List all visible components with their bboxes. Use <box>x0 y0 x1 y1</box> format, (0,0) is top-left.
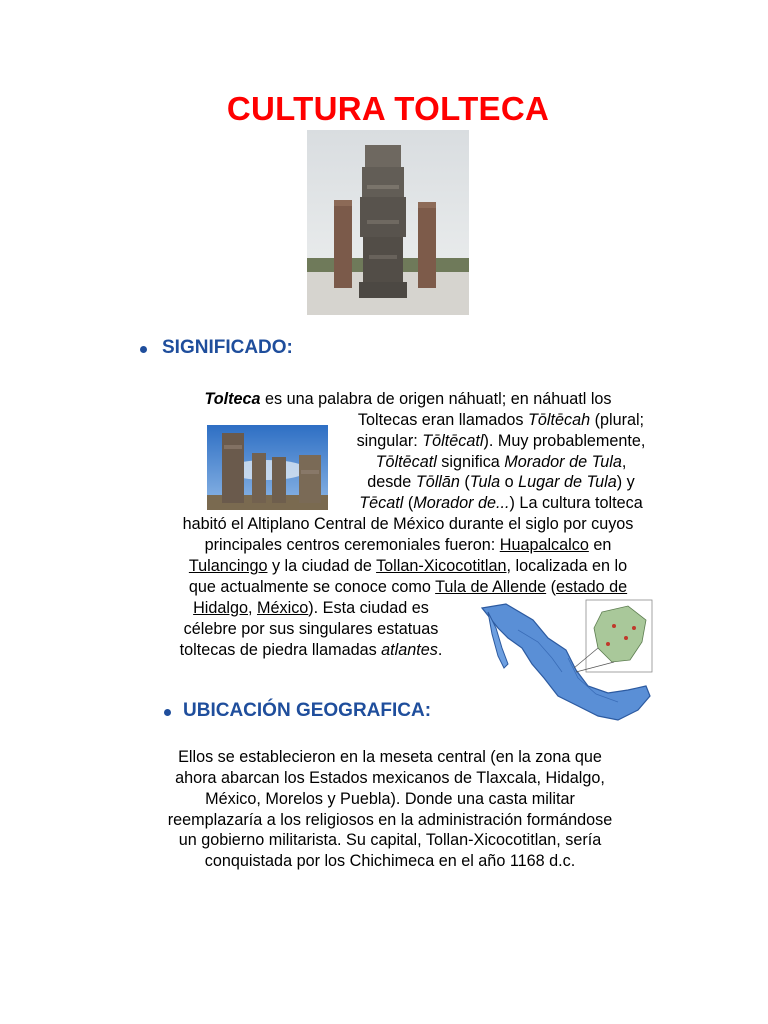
paragraph-line: habitó el Altiplano Central de México durante el siglo por cuyos <box>182 515 634 533</box>
link-huapalcalco[interactable]: Huapalcalco <box>499 536 589 554</box>
paragraph-line: reemplazaría a los religiosos en la administración formándose <box>167 811 613 829</box>
tula-statues-photo <box>207 425 328 510</box>
paragraph-line: célebre por sus singulares estatuas <box>183 620 439 638</box>
paragraph-line: ahora abarcan los Estados mexicanos de Tlaxcala, Hidalgo, <box>175 769 605 787</box>
link-estado-de-hidalgo[interactable]: estado de <box>556 578 628 596</box>
paragraph-line: toltecas de piedra llamadas atlantes. <box>179 641 443 659</box>
paragraph-line: Toltecas eran llamados Tōltēcah (plural; <box>357 411 645 429</box>
paragraph-line: conquistada por los Chichimeca en el año 1168 d.c. <box>204 852 576 870</box>
link-tula-de-allende[interactable]: Tula de Allende <box>435 578 547 596</box>
atlantes-photo <box>307 130 469 315</box>
link-mexico[interactable]: México <box>257 599 309 617</box>
paragraph-line: México, Morelos y Puebla). Donde una casta militar <box>205 790 575 808</box>
paragraph-line: que actualmente se conoce como Tula de Allende (estado de <box>188 578 628 596</box>
link-tollan-xicocotitlan[interactable]: Tollan-Xicocotitlan <box>376 557 507 575</box>
page-title: CULTURA TOLTECA <box>226 90 550 127</box>
paragraph-line: singular: Tōltēcatl). Muy probablemente, <box>356 432 646 450</box>
section-heading-significado: SIGNIFICADO: <box>162 337 293 358</box>
bullet-icon <box>164 709 171 716</box>
paragraph-line: desde Tōllān (Tula o Lugar de Tula) y <box>367 473 635 491</box>
bullet-icon <box>140 346 147 353</box>
paragraph-line: Tulancingo y la ciudad de Tollan-Xicocotitlan, localizada en lo <box>188 557 628 575</box>
paragraph-line: Ellos se establecieron en la meseta central (en la zona que <box>178 748 602 766</box>
mexico-map <box>478 598 654 726</box>
paragraph-line: un gobierno militarista. Su capital, Tollan-Xicocotitlan, sería <box>178 831 602 849</box>
paragraph-line: Hidalgo, México). Esta ciudad es <box>193 599 429 617</box>
term-tolteca: Tolteca <box>204 390 261 408</box>
section-heading-ubicacion: UBICACIÓN GEOGRAFICA: <box>183 700 432 721</box>
paragraph-line: Tolteca es una palabra de origen náhuatl; en náhuatl los <box>204 390 612 408</box>
paragraph-line: Tēcatl (Morador de...) La cultura tolteca <box>359 494 643 512</box>
paragraph-line: principales centros ceremoniales fueron: Huapalcalco en <box>204 536 612 554</box>
link-tulancingo[interactable]: Tulancingo <box>188 557 268 575</box>
link-hidalgo[interactable]: Hidalgo <box>193 599 249 617</box>
paragraph-line: Tōltēcatl significa Morador de Tula, <box>375 453 627 471</box>
